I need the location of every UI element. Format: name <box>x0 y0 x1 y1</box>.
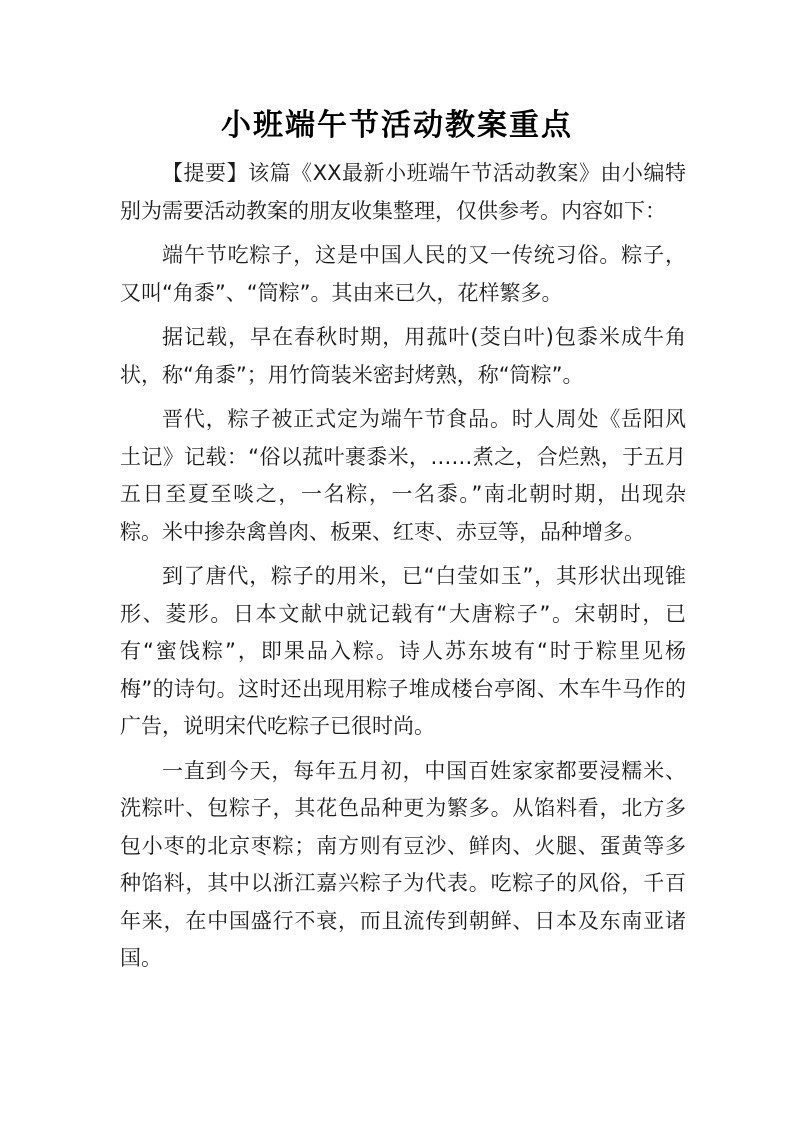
paragraph-intro: 端午节吃粽子，这是中国人民的又一传统习俗。粽子，又叫“角黍”、“筒粽”。其由来已久，花样繁多。 <box>120 243 686 305</box>
document-title: 小班端午节活动教案重点 <box>221 108 573 143</box>
paragraph-records: 据记载，早在春秋时期，用菰叶(茭白叶)包黍米成牛角状，称“角黍”；用竹筒装米密封烤熟，称“筒粽”。 <box>120 325 686 387</box>
paragraph-tang-song: 到了唐代，粽子的用米，已“白莹如玉”，其形状出现锥形、菱形。日本文献中就记载有“大唐粽子”。宋朝时，已有“蜜饯粽”，即果品入粽。诗人苏东坡有“时于粽里见杨梅”的诗句。这时还出现用粽子堆成楼台亭阁、木车牛马作的广告，说明宋代吃粽子已很时尚。 <box>120 564 686 738</box>
paragraph-today: 一直到今天，每年五月初，中国百姓家家都要浸糯米、洗粽叶、包粽子，其花色品种更为繁多。从馅料看，北方多包小枣的北京枣粽；南方则有豆沙、鲜肉、火腿、蛋黄等多种馅料，其中以浙江嘉兴粽子为代表。吃粽子的风俗，千百年来，在中国盛行不衰，而且流传到朝鲜、日本及东南亚诸国。 <box>120 758 686 970</box>
paragraph-jin-dynasty: 晋代，粽子被正式定为端午节食品。时人周处《岳阳风土记》记载：“俗以菰叶裹黍米，……煮之，合烂熟，于五月五日至夏至啖之，一名粽，一名黍。”南北朝时期，出现杂粽。米中掺杂禽兽肉、板栗、红枣、赤豆等，品种增多。 <box>120 407 686 544</box>
paragraph-summary: 【提要】该篇《XX最新小班端午节活动教案》由小编特别为需要活动教案的朋友收集整理，仅供参考。内容如下： <box>120 161 686 223</box>
document-body <box>120 155 686 985</box>
